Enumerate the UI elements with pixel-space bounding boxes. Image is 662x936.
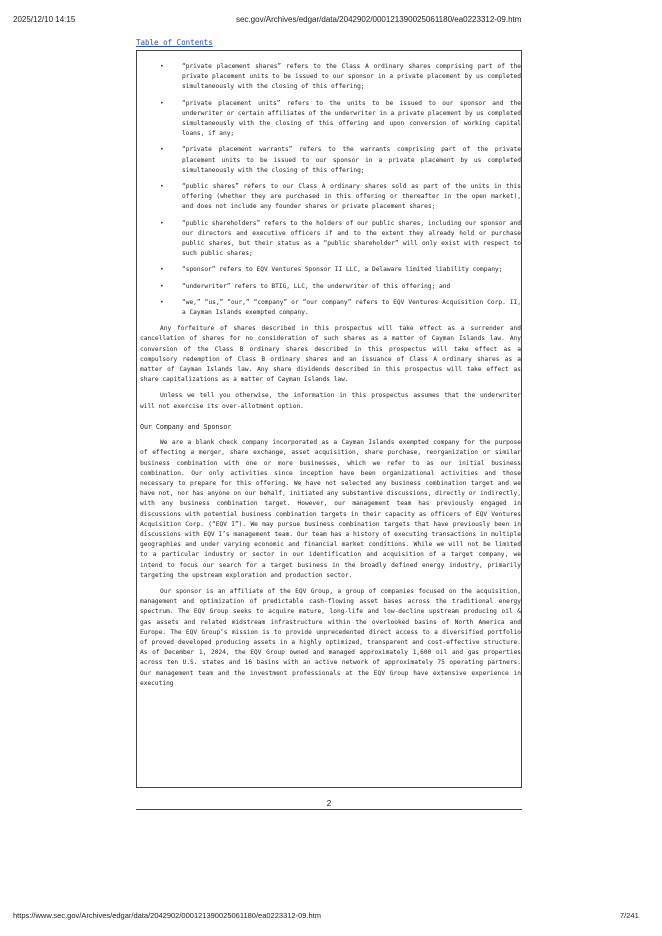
bullet-dot-icon: • — [160, 99, 164, 107]
document-body — [140, 62, 521, 695]
bullet-text: “public shares” refers to our Class A ordinary shares sold as part of the units in this offering (whether they are purchased in this offering or thereafter in the open market), and does not include any founder shares or private placement shares; — [182, 183, 521, 211]
paragraph-company: We are a blank check company incorporated as a Cayman Islands exempted company for the purpose of effecting a merger, share exchange, asset acquisition, share purchase, reorganization or similar business combination with one or more businesses, which we refer to as our initial business combination. Our only activities since inception have been organizational activities and those necessary to prepare for this offering. We have not selected any business combination target and we have not, nor has anyone on our behalf, initiated any substantive discussions, directly or indirectly, with any business combination target. However, our management team has previously engaged in discussions with potential business combination targets in their capacity as officers of EQV Ventures Acquisition Corp. (“EQV I”). We may pursue business combination targets that have previously been in discussions with EQV I’s management team. Our team has a history of executing transactions in multiple geographies and under varying economic and financial market conditions. While we will not be limited to a particular industry or sector in our identification and acquisition of a target company, we intend to focus our search for a target business in the broadly defined energy industry, primarily targeting the upstream exploration and production sector. — [140, 439, 521, 579]
bullet-dot-icon: • — [160, 183, 164, 191]
definition-bullet — [140, 282, 521, 292]
table-of-contents-link[interactable]: Table of Contents — [136, 38, 213, 47]
bullet-dot-icon: • — [160, 146, 164, 154]
bullet-text: “underwriter” refers to BTIG, LLC, the underwriter of this offering; and — [182, 282, 451, 290]
definition-bullet — [140, 298, 521, 318]
definition-bullet — [140, 99, 521, 140]
bullet-dot-icon: • — [160, 266, 164, 274]
browser-page-title: sec.gov/Archives/edgar/data/2042902/000121390025061180/ea0223312-09.htm — [236, 15, 522, 24]
browser-page-counter: 7/241 — [620, 911, 639, 920]
bullet-dot-icon: • — [160, 282, 164, 290]
definition-bullet — [140, 182, 521, 213]
definition-bullet — [140, 219, 521, 260]
bullet-text: “private placement warrants” refers to the warrants comprising part of the private placement units to be issued to our sponsor in a private placement by us completed simultaneously with the closing of this offering; — [182, 146, 521, 174]
bullet-text: “private placement shares” refers to the Class A ordinary shares comprising part of the private placement units to be issued to our sponsor in a private placement by us completed simultaneously with the closing of this offering; — [182, 63, 521, 91]
paragraph-forfeiture: Any forfeiture of shares described in this prospectus will take effect as a surrender and cancellation of shares for no consideration of such shares as a matter of Cayman Islands law. Any conversion of the Class B ordinary shares described in this prospectus will take effect as a compulsory redemption of Class B ordinary shares and an issuance of Class A ordinary shares as a matter of Cayman Islands law. Any share dividends described in this prospectus will take effect as share capitalizations as a matter of Cayman Islands law. — [140, 325, 521, 384]
bullet-text: “public shareholders” refers to the holders of our public shares, including our sponsor and our directors and executive officers if and to the extent they already hold or purchase public shares, but their status as a “public shareholder” will only exist with respect to such public shares; — [182, 219, 521, 258]
bullet-text: “private placement units” refers to the units to be issued to our sponsor and the underwriter or certain affiliates of the underwriter in a private placement by us completed simultaneously with the closing of this offering and upon conversion of working capital loans, if any; — [182, 99, 521, 138]
bullet-text: “sponsor” refers to EQV Ventures Sponsor II LLC, a Delaware limited liability company; — [182, 266, 503, 274]
browser-timestamp: 2025/12/10 14:15 — [13, 15, 76, 24]
page-divider — [136, 809, 522, 810]
definition-bullet — [140, 62, 521, 93]
definition-bullet — [140, 265, 521, 275]
page-number: 2 — [326, 799, 332, 808]
definition-bullet — [140, 145, 521, 176]
paragraph-over-allotment: Unless we tell you otherwise, the information in this prospectus assumes that the underwriter will not exercise its over-allotment option. — [140, 392, 521, 410]
bullet-text: “we,” “us,” “our,” “company” or “our company” refers to EQV Ventures Acquisition Corp. II, a Cayman Islands exempted company. — [182, 298, 521, 317]
bullet-dot-icon: • — [160, 298, 164, 306]
paragraph-sponsor: Our sponsor is an affiliate of the EQV Group, a group of companies focused on the acquisition, management and optimization of predictable cash-flowing asset bases across the traditional energy spectrum. The EQV Group seeks to acquire mature, long-life and low-decline upstream producing oil & gas assets and related midstream infrastructure within the overlooked basins of North America and Europe. The EQV Group’s mission is to provide unprecedented direct access to a diversified portfolio of proved developed producing assets in a highly optimized, transparent and cost-effective structure. As of December 1, 2024, the EQV Group owned and managed approximately 1,600 oil and gas properties across ten U.S. states and 16 basins with an active network of approximately 75 operating partners. Our management team and the investment professionals at the EQV Group have extensive experience in executing — [140, 587, 521, 687]
section-heading: Our Company and Sponsor — [140, 422, 232, 431]
bullet-dot-icon: • — [160, 219, 164, 227]
browser-url: https://www.sec.gov/Archives/edgar/data/2042902/000121390025061180/ea0223312-09.htm — [13, 911, 322, 920]
bullet-dot-icon: • — [160, 63, 164, 70]
